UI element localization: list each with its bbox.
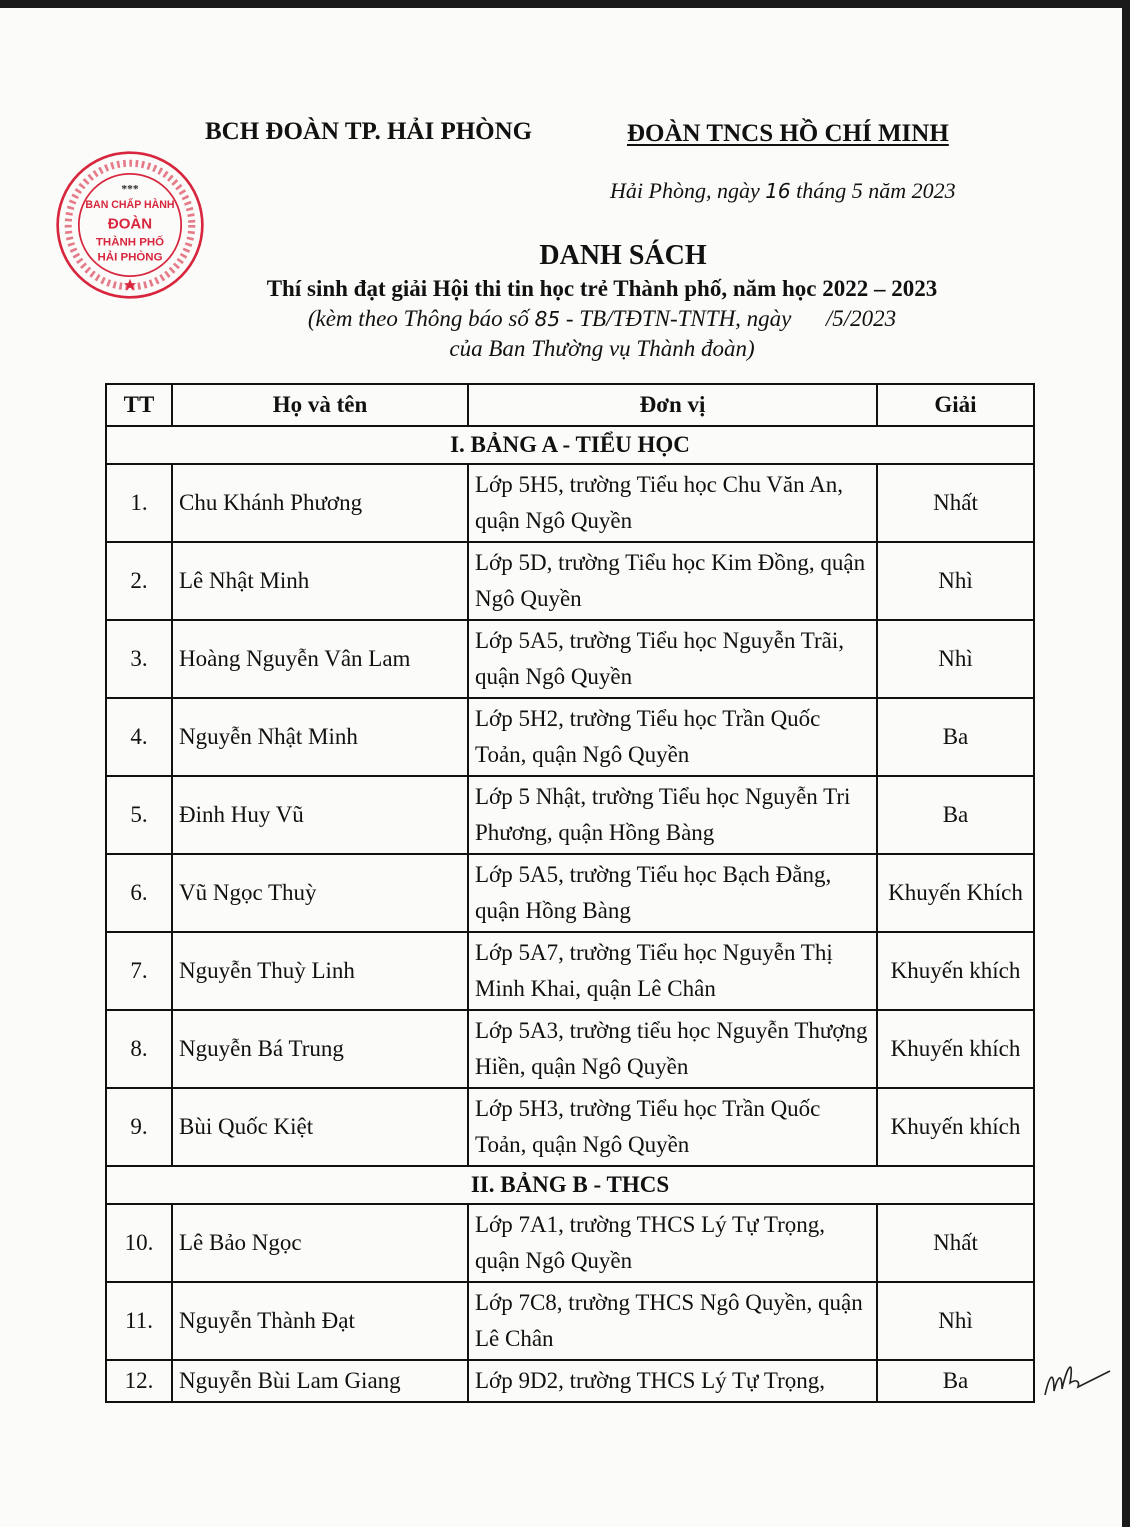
- document-subtitle: Thí sinh đạt giải Hội thi tin học trẻ Thành phố, năm học 2022 – 2023: [266, 276, 938, 301]
- section-title: I. BẢNG A - TIỂU HỌC: [106, 426, 1034, 464]
- cell-name: Hoàng Nguyễn Vân Lam: [172, 620, 468, 698]
- table-row: [106, 698, 1034, 776]
- table-row: [106, 932, 1034, 1010]
- table-header-row: [106, 384, 1034, 426]
- cell-prize: Khuyến khích: [877, 1010, 1034, 1088]
- cell-name: Đinh Huy Vũ: [172, 776, 468, 854]
- cell-name: Chu Khánh Phương: [172, 464, 468, 542]
- signature-initials: [1040, 1353, 1115, 1403]
- cell-unit: Lớp 5A5, trường Tiểu học Nguyễn Trãi, quận Ngô Quyền: [468, 620, 877, 698]
- cell-tt: 2.: [106, 542, 172, 620]
- table-row: [106, 1282, 1034, 1360]
- cell-prize: Khuyến Khích: [877, 854, 1034, 932]
- table-row: [106, 1360, 1034, 1402]
- section-title: II. BẢNG B - THCS: [106, 1166, 1034, 1204]
- cell-unit: Lớp 7C8, trường THCS Ngô Quyền, quận Lê Chân: [468, 1282, 877, 1360]
- table-row: [106, 1204, 1034, 1282]
- cell-name: Bùi Quốc Kiệt: [172, 1088, 468, 1166]
- stamp-line-3: THÀNH PHỐ: [95, 236, 165, 249]
- cell-name: Nguyễn Thuỳ Linh: [172, 932, 468, 1010]
- award-table: [105, 383, 1035, 1403]
- attachment-note: [0, 306, 1130, 332]
- cell-tt: 11.: [106, 1282, 172, 1360]
- col-header-name: Họ và tên: [172, 384, 468, 426]
- cell-name: Lê Bảo Ngọc: [172, 1204, 468, 1282]
- cell-prize: Khuyến khích: [877, 1088, 1034, 1166]
- col-header-unit: Đơn vị: [468, 384, 877, 426]
- cell-unit: Lớp 5H3, trường Tiểu học Trần Quốc Toản, quận Ngô Quyền: [468, 1088, 877, 1166]
- cell-prize: Nhất: [877, 1204, 1034, 1282]
- cell-unit: Lớp 5A5, trường Tiểu học Bạch Đằng, quận Hồng Bàng: [468, 854, 877, 932]
- table-row: [106, 1010, 1034, 1088]
- cell-tt: 9.: [106, 1088, 172, 1166]
- table-row: [106, 542, 1034, 620]
- date-prefix: Hải Phòng, ngày: [610, 178, 760, 203]
- section-row: [106, 1166, 1034, 1204]
- cell-prize: Ba: [877, 776, 1034, 854]
- document-page: [0, 8, 1122, 1527]
- date-suffix: tháng 5 năm 2023: [796, 178, 956, 203]
- note-prefix: (kèm theo Thông báo số: [307, 306, 529, 331]
- document-title: DANH SÁCH: [539, 240, 707, 271]
- table-row: [106, 464, 1034, 542]
- cell-unit: Lớp 5H2, trường Tiểu học Trần Quốc Toản, quận Ngô Quyền: [468, 698, 877, 776]
- col-header-tt: TT: [106, 384, 172, 426]
- cell-unit: Lớp 5A7, trường Tiểu học Nguyễn Thị Minh Khai, quận Lê Chân: [468, 932, 877, 1010]
- stamp-stars: ***: [121, 183, 139, 196]
- cell-prize: Nhất: [877, 464, 1034, 542]
- cell-unit: Lớp 5A3, trường tiểu học Nguyễn Thượng Hiền, quận Ngô Quyền: [468, 1010, 877, 1088]
- cell-unit: Lớp 9D2, trường THCS Lý Tự Trọng,: [468, 1360, 877, 1402]
- cell-unit: Lớp 5D, trường Tiểu học Kim Đồng, quận Ngô Quyền: [468, 542, 877, 620]
- cell-tt: 4.: [106, 698, 172, 776]
- cell-name: Nguyễn Nhật Minh: [172, 698, 468, 776]
- cell-name: Lê Nhật Minh: [172, 542, 468, 620]
- cell-tt: 1.: [106, 464, 172, 542]
- note-suffix: - TB/TĐTN-TNTH, ngày /5/2023: [565, 306, 897, 331]
- cell-tt: 12.: [106, 1360, 172, 1402]
- cell-prize: Khuyến khích: [877, 932, 1034, 1010]
- section-row: [106, 426, 1034, 464]
- cell-name: Nguyễn Bùi Lam Giang: [172, 1360, 468, 1402]
- date-day-handwritten: 16: [765, 179, 791, 203]
- cell-prize: Nhì: [877, 542, 1034, 620]
- stamp-line-1: BAN CHẤP HÀNH: [85, 199, 175, 212]
- cell-unit: Lớp 5H5, trường Tiểu học Chu Văn An, quận Ngô Quyền: [468, 464, 877, 542]
- cell-prize: Nhì: [877, 620, 1034, 698]
- cell-prize: Ba: [877, 1360, 1034, 1402]
- table-row: [106, 776, 1034, 854]
- cell-name: Vũ Ngọc Thuỳ: [172, 854, 468, 932]
- cell-tt: 10.: [106, 1204, 172, 1282]
- cell-prize: Ba: [877, 698, 1034, 776]
- cell-name: Nguyễn Thành Đạt: [172, 1282, 468, 1360]
- cell-tt: 5.: [106, 776, 172, 854]
- attachment-note-line2: của Ban Thường vụ Thành đoàn): [449, 336, 755, 361]
- cell-tt: 8.: [106, 1010, 172, 1088]
- stamp-line-4: HẢI PHÒNG: [97, 251, 163, 264]
- cell-prize: Nhì: [877, 1282, 1034, 1360]
- cell-unit: Lớp 5 Nhật, trường Tiểu học Nguyễn Tri Phương, quận Hồng Bàng: [468, 776, 877, 854]
- table-row: [106, 620, 1034, 698]
- table-row: [106, 1088, 1034, 1166]
- stamp-line-2: ĐOÀN: [107, 215, 153, 233]
- note-number-handwritten: 85: [534, 307, 561, 331]
- table-row: [106, 854, 1034, 932]
- date-line: [610, 178, 956, 204]
- issuer-right: ĐOÀN TNCS HỒ CHÍ MINH: [627, 120, 949, 147]
- cell-name: Nguyễn Bá Trung: [172, 1010, 468, 1088]
- cell-tt: 3.: [106, 620, 172, 698]
- issuer-left: BCH ĐOÀN TP. HẢI PHÒNG: [205, 118, 533, 145]
- cell-tt: 7.: [106, 932, 172, 1010]
- cell-unit: Lớp 7A1, trường THCS Lý Tự Trọng, quận Ngô Quyền: [468, 1204, 877, 1282]
- col-header-prize: Giải: [877, 384, 1034, 426]
- cell-tt: 6.: [106, 854, 172, 932]
